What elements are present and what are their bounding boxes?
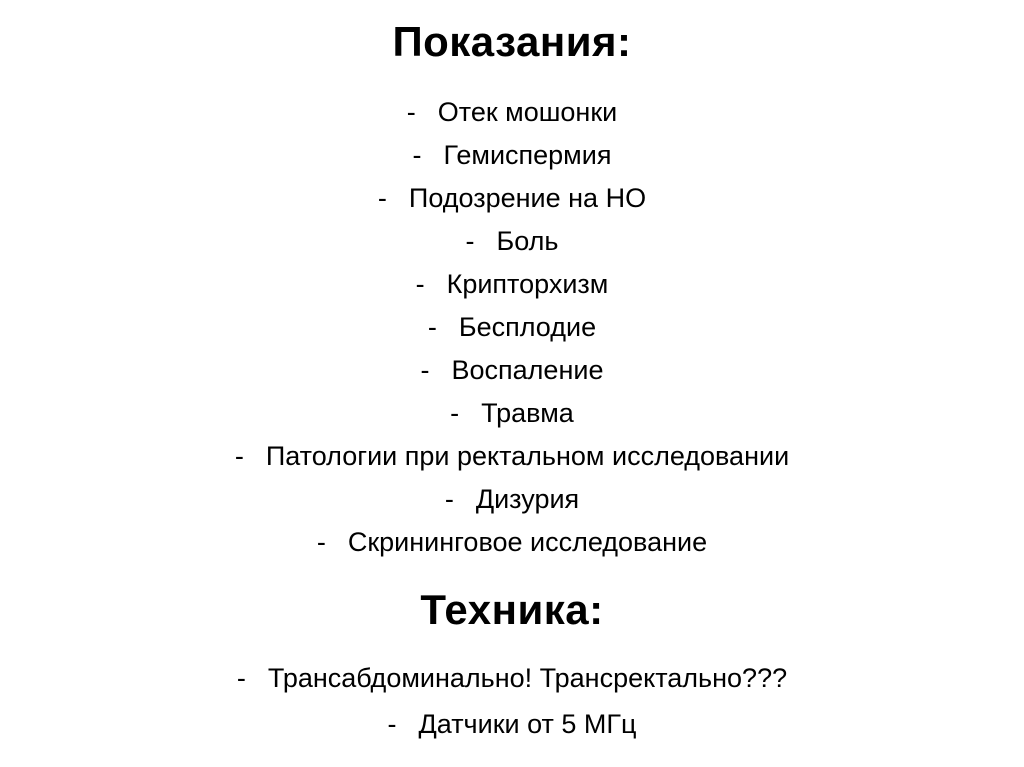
list-item-text: Крипторхизм <box>446 269 609 299</box>
list-item <box>0 655 1024 701</box>
list-item <box>0 91 1024 134</box>
list-item <box>0 220 1024 263</box>
list-item <box>0 521 1024 564</box>
list-item-text: Датчики от 5 МГц <box>418 709 637 739</box>
list-item <box>0 177 1024 220</box>
technique-title: Техника: <box>420 586 604 633</box>
indications-list <box>0 91 1024 564</box>
bullet-dash: - <box>427 312 437 342</box>
technique-list <box>0 655 1024 747</box>
list-item <box>0 435 1024 478</box>
list-item-text: Травма <box>481 398 574 428</box>
bullet-dash: - <box>387 709 397 739</box>
bullet-dash: - <box>415 269 425 299</box>
list-item-text: Трансабдоминально! Трансректально??? <box>267 663 788 693</box>
list-item-text: Отек мошонки <box>437 97 618 127</box>
bullet-dash: - <box>420 355 430 385</box>
list-item-text: Боль <box>496 226 559 256</box>
list-item <box>0 306 1024 349</box>
list-item-text: Подозрение на НО <box>408 183 647 213</box>
list-item-text: Дизурия <box>475 484 580 514</box>
list-item <box>0 263 1024 306</box>
list-item <box>0 134 1024 177</box>
bullet-dash: - <box>234 441 244 471</box>
list-item-text: Скрининговое исследование <box>347 527 708 557</box>
list-item <box>0 392 1024 435</box>
bullet-dash: - <box>316 527 326 557</box>
list-item <box>0 701 1024 747</box>
indications-title: Показания: <box>392 18 632 65</box>
list-item-text: Бесплодие <box>458 312 597 342</box>
bullet-dash: - <box>236 663 246 693</box>
bullet-dash: - <box>450 398 460 428</box>
list-item <box>0 349 1024 392</box>
bullet-dash: - <box>412 140 422 170</box>
bullet-dash: - <box>377 183 387 213</box>
bullet-dash: - <box>406 97 416 127</box>
bullet-dash: - <box>465 226 475 256</box>
list-item-text: Воспаление <box>451 355 604 385</box>
list-item-text: Патологии при ректальном исследовании <box>265 441 790 471</box>
list-item <box>0 478 1024 521</box>
list-item-text: Гемиспермия <box>443 140 612 170</box>
bullet-dash: - <box>444 484 454 514</box>
